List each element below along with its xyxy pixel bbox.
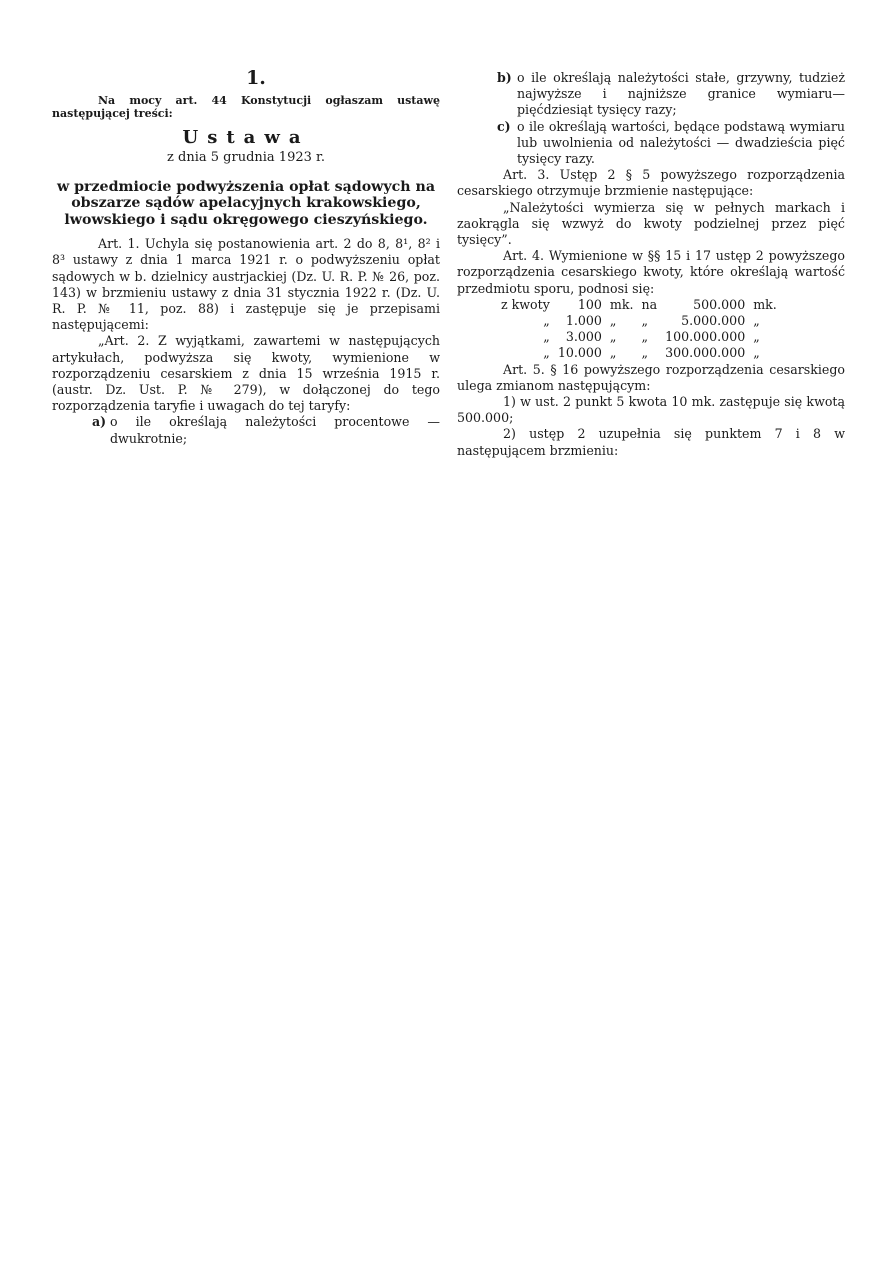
art-5-point-1: 1) w ust. 2 punkt 5 kwota 10 mk. zastępuje się kwotą 500.000; [457, 394, 845, 426]
table-cell: „ [543, 313, 550, 329]
list-marker: b) [497, 70, 512, 85]
art-4-paragraph: Art. 4. Wymienione w §§ 15 i 17 ustęp 2 powyższego rozporządzenia cesarskiego kwoty, które określają wartość przedmiotu sporu, podnosi się: [457, 248, 845, 296]
table-cell: 100.000.000 [665, 329, 746, 345]
table-cell: „ [641, 345, 648, 361]
list-item-c [457, 119, 845, 168]
table-cell: mk. [609, 296, 634, 312]
list-item-b [457, 70, 845, 119]
table-cell: z kwoty [501, 296, 550, 312]
table-cell: „ [609, 329, 617, 345]
amounts-table [497, 297, 781, 362]
intro-text: Na mocy art. 44 Konstytucji ogłaszam ustawę następującej treści: [52, 94, 440, 121]
table-cell: 300.000.000 [665, 345, 746, 361]
table-cell: „ [641, 329, 648, 345]
table-cell: „ [641, 313, 648, 329]
list-item-a [52, 414, 440, 446]
table-cell: „ [753, 313, 760, 329]
table-row [497, 297, 781, 313]
table-cell: na [641, 296, 658, 312]
art-5-point-2: 2) ustęp 2 uzupełnia się punktem 7 i 8 w następującem brzmieniu: [457, 426, 845, 458]
right-column [457, 70, 845, 459]
table-cell: 10.000 [557, 345, 602, 361]
art-2-list-left [52, 414, 440, 446]
list-item-text: o ile określają należytości stałe, grzywny, tudzież najwyższe i najniższe granice wymiaru—pięćdziesiąt tysięcy razy; [517, 70, 845, 118]
art-5-paragraph: Art. 5. § 16 powyższego rozporządzenia cesarskiego ulega zmianom następującym: [457, 361, 845, 393]
left-column [52, 67, 440, 447]
act-number: 1. [246, 67, 266, 89]
table-row [497, 345, 781, 361]
table-cell: 5.000.000 [681, 313, 746, 329]
table-row [497, 329, 781, 345]
table-cell: 3.000 [565, 329, 602, 345]
art-2-list-right [457, 70, 845, 167]
table-cell: 1.000 [565, 313, 602, 329]
list-marker: a) [92, 414, 107, 430]
art-2-paragraph: „Art. 2. Z wyjątkami, zawartemi w następujących artykułach, podwyższa się kwoty, wymienione w rozporządzeniu cesarskiem z dnia 15 września 1915 r. (austr. Dz. Ust. P. № 279), w dołączonej do tego rozporządzenia taryfie i uwagach do tej taryfy: [52, 333, 440, 414]
art-3-quote: „Należytości wymierza się w pełnych markach i zaokrągla się wzwyż do kwoty podzielnej przez pięć tysięcy”. [457, 199, 845, 248]
document-title: Ustawa [182, 127, 310, 149]
table-cell: „ [753, 345, 760, 361]
table-cell: „ [609, 313, 617, 329]
list-item-text: o ile określają wartości, będące podstawą wymiaru lub uwolnienia od należytości — dwadzieścia pięć tysięcy razy. [517, 118, 845, 167]
art-3-paragraph: Art. 3. Ustęp 2 § 5 powyższego rozporządzenia cesarskiego otrzymuje brzmienie następujące: [457, 167, 845, 199]
document-date: z dnia 5 grudnia 1923 r. [167, 150, 325, 166]
art-1-paragraph: Art. 1. Uchyla się postanowienia art. 2 do 8, 8¹, 8² i 8³ ustawy z dnia 1 marca 1921 r. o podwyższeniu opłat sądowych w b. dzielnicy austrjackiej (Dz. U. R. P. № 26, poz. 143) w brzmieniu ustawy z dnia 31 stycznia 1922 r. (Dz. U. R. P. № 11, poz. 88) i zastępuje się je przepisami następującemi: [52, 236, 440, 333]
table-cell: „ [753, 329, 760, 345]
document-subject: w przedmiocie podwyższenia opłat sądowych na obszarze sądów apelacyjnych krakowskiego, lwowskiego i sądu okręgowego cieszyńskiego. [56, 178, 436, 228]
table-row [497, 313, 781, 329]
table-cell: „ [609, 345, 617, 361]
list-item-text: o ile określają należytości procentowe — dwukrotnie; [110, 414, 440, 446]
list-marker: c) [497, 118, 511, 134]
table-cell: 500.000 [693, 296, 746, 312]
table-cell: „ [543, 345, 550, 361]
table-cell: mk. [753, 296, 777, 312]
table-cell: „ [543, 329, 550, 345]
table-cell: 100 [577, 296, 602, 312]
